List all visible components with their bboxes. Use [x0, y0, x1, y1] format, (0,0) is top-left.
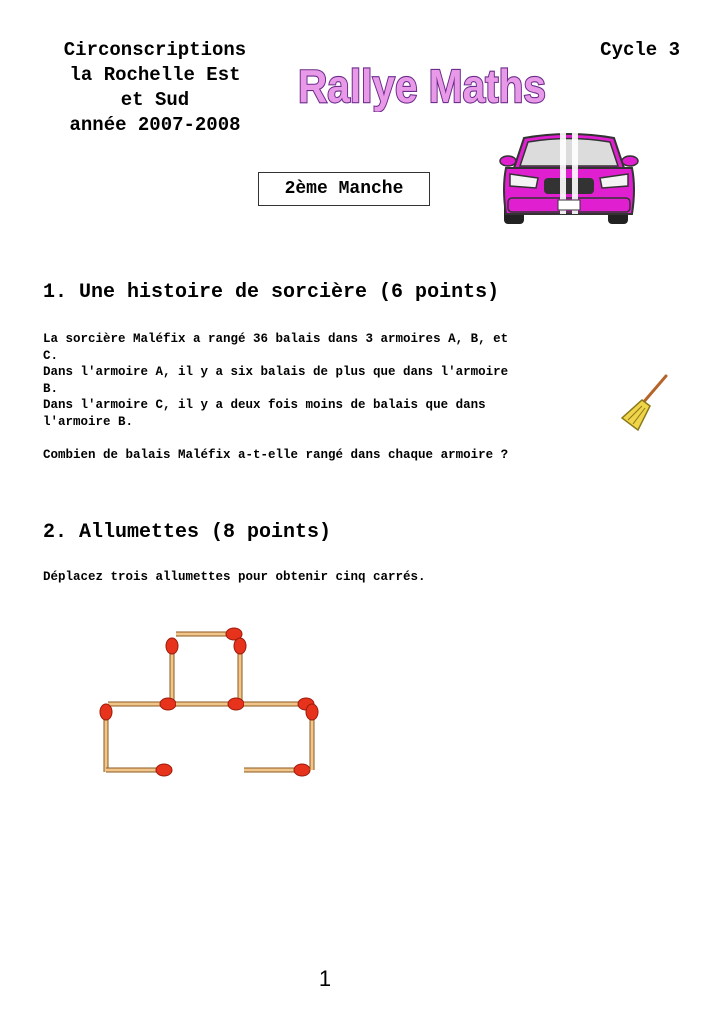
matchstick — [244, 764, 310, 776]
car-icon — [498, 128, 640, 228]
circonscription-line: la Rochelle Est — [69, 64, 241, 86]
problem-line: Dans l'armoire A, il y a six balais de plus que dans l'armoire — [43, 365, 509, 380]
circonscription-line: Circonscriptions — [63, 39, 247, 61]
matchstick — [100, 704, 112, 772]
section-1-title: 1. Une histoire de sorcière (6 points) — [43, 281, 500, 304]
matchstick — [108, 698, 176, 710]
svg-text:Rallye Maths: Rallye Maths — [298, 60, 546, 112]
circonscription-line: année 2007-2008 — [69, 114, 241, 136]
matchstick — [166, 638, 178, 704]
matchstick — [306, 704, 318, 770]
match-head — [160, 698, 176, 710]
match-head — [234, 638, 246, 654]
section-2-instruction: Déplacez trois allumettes pour obtenir cinq carrés. — [43, 570, 426, 584]
broom-icon — [620, 372, 670, 432]
problem-line: C. — [43, 348, 59, 363]
problem-line: Dans l'armoire C, il y a deux fois moins de balais que dans — [43, 398, 486, 413]
page-number: 1 — [318, 966, 332, 991]
manche-label: 2ème Manche — [258, 172, 430, 206]
problem-question: Combien de balais Maléfix a-t-elle rangé dans chaque armoire ? — [43, 448, 509, 463]
section-2-title: 2. Allumettes (8 points) — [43, 521, 332, 544]
circonscription-line: et Sud — [120, 89, 190, 111]
matchstick — [176, 628, 242, 640]
circonscription-block — [30, 38, 280, 138]
match-head — [228, 698, 244, 710]
matchstick — [176, 698, 244, 710]
matchstick — [106, 764, 172, 776]
problem-line: B. — [43, 381, 59, 396]
match-head — [306, 704, 318, 720]
matchstick-puzzle — [96, 624, 326, 784]
match-head — [100, 704, 112, 720]
section-1-text — [43, 331, 603, 464]
match-head — [166, 638, 178, 654]
match-head — [294, 764, 310, 776]
rallye-maths-logo — [298, 58, 558, 112]
matchstick — [234, 638, 246, 704]
match-head — [156, 764, 172, 776]
matchstick — [244, 698, 314, 710]
problem-line: La sorcière Maléfix a rangé 36 balais dans 3 armoires A, B, et — [43, 332, 509, 346]
cycle-label: Cycle 3 — [600, 39, 680, 61]
problem-line: l'armoire B. — [43, 414, 134, 429]
